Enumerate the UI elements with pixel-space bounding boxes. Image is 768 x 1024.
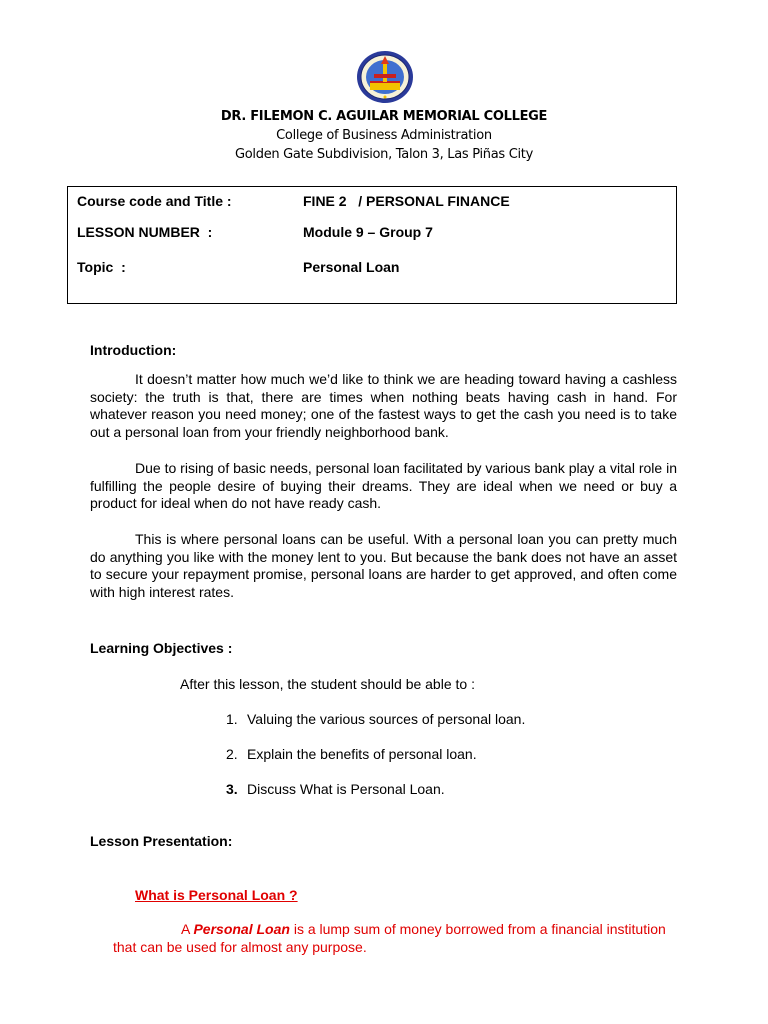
- objective-item-1: 1. Valuing the various sources of personal loan.: [226, 711, 526, 727]
- objective-item-2: 2. Explain the benefits of personal loan.: [226, 746, 477, 762]
- college-name: DR. FILEMON C. AGUILAR MEMORIAL COLLEGE: [220, 109, 548, 124]
- lesson-presentation-heading: Lesson Presentation:: [90, 833, 233, 849]
- topic-value: Personal Loan: [303, 259, 400, 275]
- lesson-number-value: Module 9 – Group 7: [303, 224, 433, 240]
- what-is-personal-loan-heading: What is Personal Loan ?: [135, 887, 298, 903]
- course-info-box: [67, 186, 677, 304]
- intro-paragraph-1: It doesn’t matter how much we’d like to think we are heading toward having a cashless society: the truth is that, there are times when nothing beats having cash in hand. For whatever reason you need money; one of the fastest ways to get the cash you need is to take out a personal loan from your friendly neighborhood bank.: [90, 371, 677, 440]
- topic-label: Topic :: [77, 259, 126, 275]
- introduction-heading: Introduction:: [90, 342, 177, 358]
- objective-item-3: 3. Discuss What is Personal Loan.: [226, 781, 445, 797]
- college-seal-logo: [355, 50, 415, 104]
- department-name: College of Business Administration: [276, 128, 492, 143]
- college-address: Golden Gate Subdivision, Talon 3, Las Piñas City: [235, 147, 533, 162]
- lesson-number-label: LESSON NUMBER :: [77, 224, 213, 240]
- intro-paragraph-3: This is where personal loans can be useful. With a personal loan you can pretty much do anything you like with the money lent to you. But because the bank does not have an asset to secure your repayment promise, personal loans are harder to get approved, and often come with high interest rates.: [90, 531, 677, 600]
- objectives-intro: After this lesson, the student should be able to :: [180, 676, 475, 692]
- course-code-value: FINE 2 / PERSONAL FINANCE: [303, 193, 510, 209]
- objectives-heading: Learning Objectives :: [90, 640, 233, 656]
- intro-paragraph-2: Due to rising of basic needs, personal loan facilitated by various bank play a vital role in fulfilling the people desire of buying their dreams. They are ideal when we need or buy a product for ideal when do not have ready cash.: [90, 460, 677, 511]
- course-code-label: Course code and Title :: [77, 193, 232, 209]
- personal-loan-definition: A Personal Loan is a lump sum of money borrowed from a financial institution that can be used for almost any purpose.: [113, 921, 666, 955]
